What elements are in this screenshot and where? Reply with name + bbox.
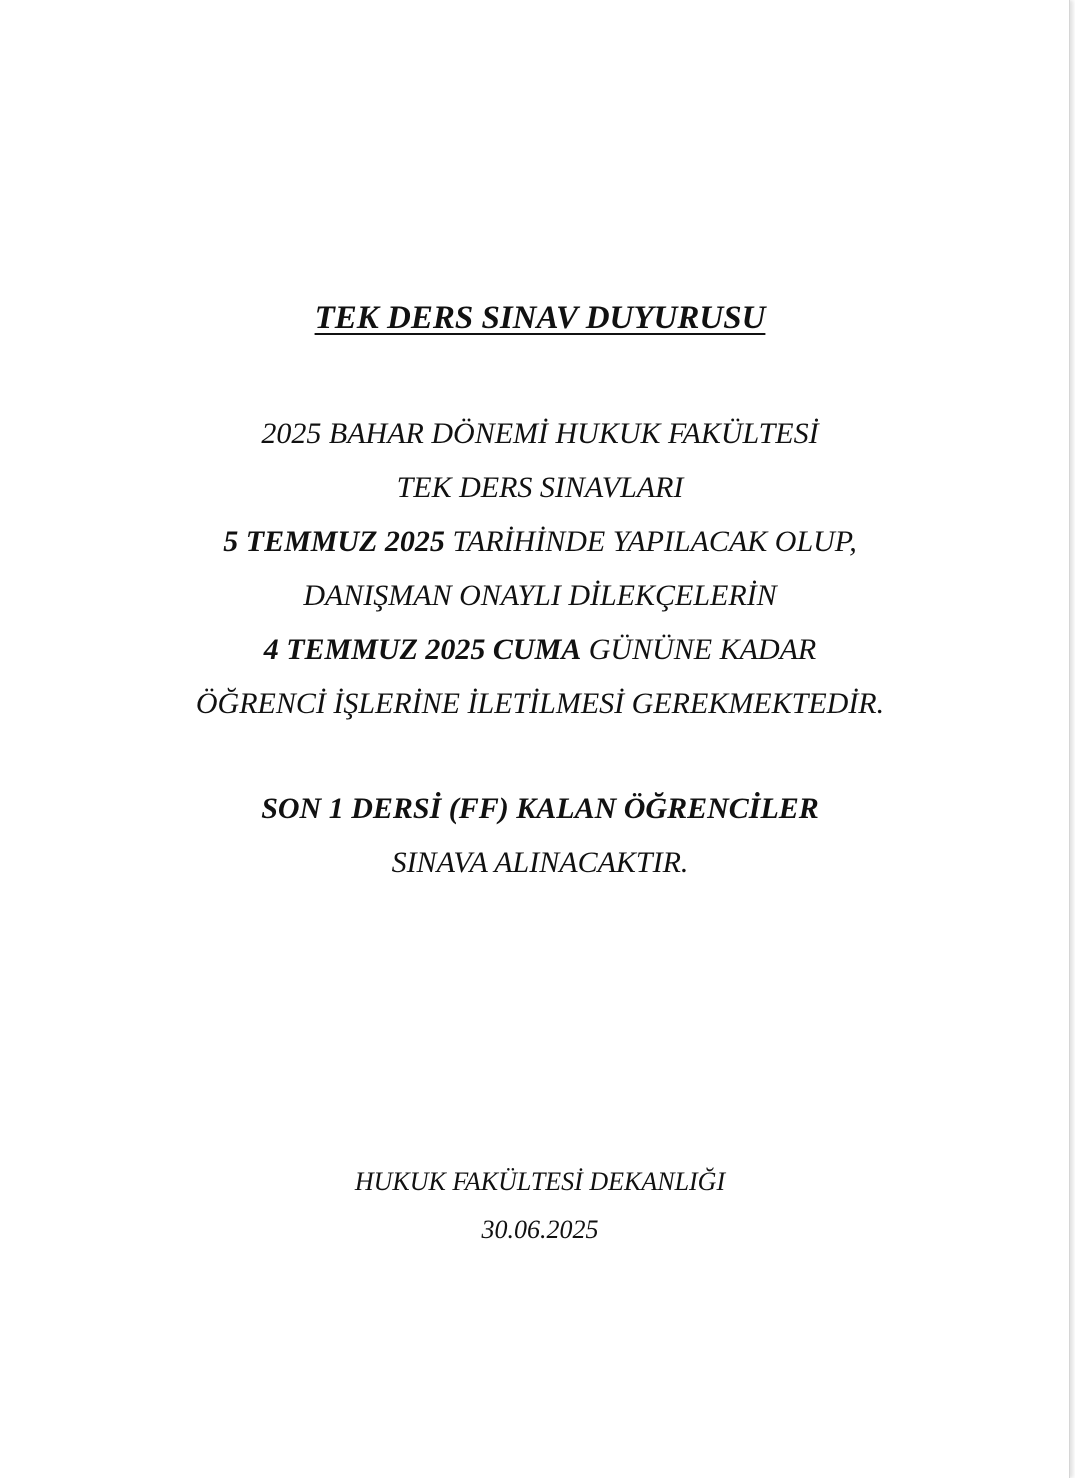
issue-date: 30.06.2025: [481, 1215, 599, 1244]
signature-block: [0, 1158, 1075, 1254]
deadline-date: 4 TEMMUZ 2025 CUMA: [263, 633, 582, 666]
body-line-5: [0, 623, 1075, 677]
notice-line-2: SINAVA ALINACAKTIR.: [391, 846, 689, 879]
announcement-body: [0, 407, 1075, 731]
eligibility-notice: [0, 782, 1075, 890]
body-line-2: TEK DERS SINAVLARI: [396, 471, 684, 504]
body-line-3-rest: TARİHİNDE YAPILACAK OLUP,: [444, 525, 857, 558]
exam-date: 5 TEMMUZ 2025: [223, 525, 445, 558]
issuing-office: HUKUK FAKÜLTESİ DEKANLIĞI: [354, 1167, 726, 1196]
document-title: TEK DERS SINAV DUYURUSU: [314, 300, 766, 336]
notice-line-1: SON 1 DERSİ (FF) KALAN ÖĞRENCİLER: [261, 792, 819, 825]
body-line-4: DANIŞMAN ONAYLI DİLEKÇELERİN: [303, 579, 777, 612]
body-line-5-rest: GÜNÜNE KADAR: [581, 633, 817, 666]
body-line-3: [0, 515, 1075, 569]
body-line-6: ÖĞRENCİ İŞLERİNE İLETİLMESİ GEREKMEKTEDİR.: [195, 687, 885, 720]
body-line-1: 2025 BAHAR DÖNEMİ HUKUK FAKÜLTESİ: [261, 417, 819, 450]
